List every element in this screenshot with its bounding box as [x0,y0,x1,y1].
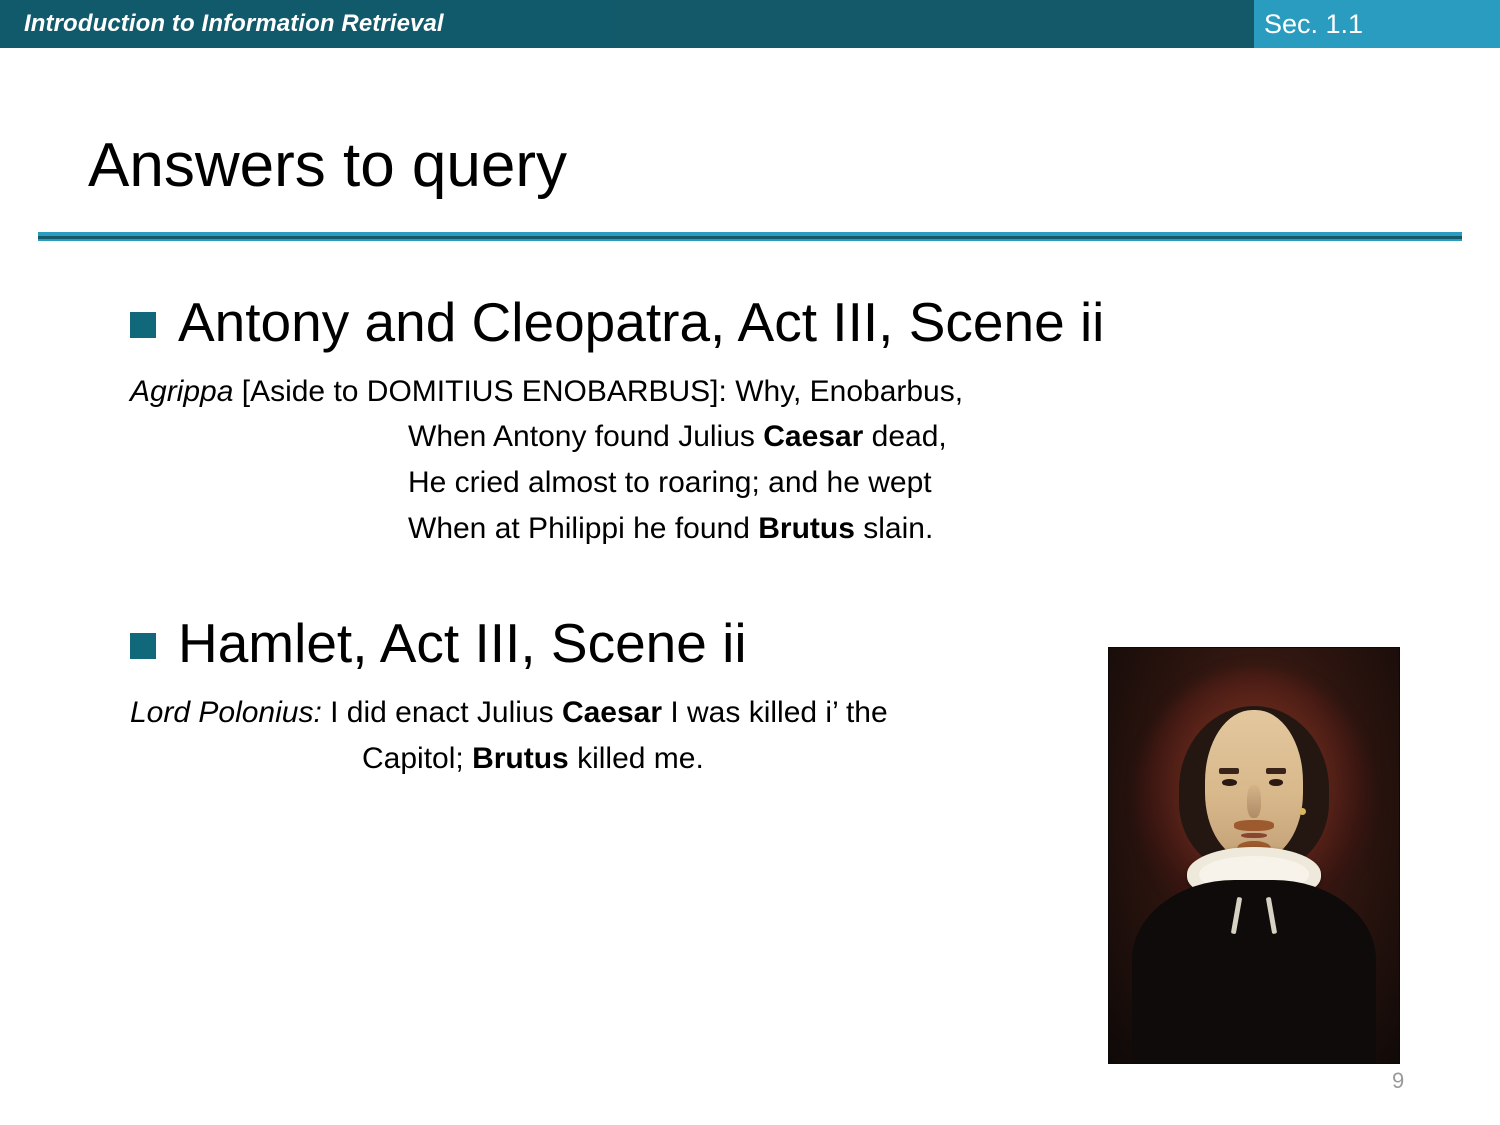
quote-line [130,506,1500,552]
quote-segment: dead, [863,420,947,454]
title-rule-underline [38,236,1462,239]
quote-segment: When at Philippi he found [408,511,759,545]
quote-segment: I did enact Julius [321,696,562,730]
quote-segment: I was killed i’ the [662,696,888,730]
course-title: Introduction to Information Retrieval [24,10,444,37]
header-left-block [0,0,614,48]
slide-header-bar [0,0,1500,48]
quote-segment: slain. [854,511,934,545]
quote-segment: When Antony found Julius [408,420,764,454]
quote-line [130,414,1500,460]
quote-segment: [Aside to DOMITIUS ENOBARBUS]: Why, Enobarbus, [233,374,964,408]
quote-line [130,369,1500,415]
quote-segment: killed me. [568,741,704,775]
page-number: 9 [1392,1068,1405,1093]
section-label: Sec. 1.1 [1264,8,1364,39]
bullet-square-icon [130,633,160,659]
header-right-block [1254,0,1500,48]
quote-segment: Capitol; [362,741,473,775]
bullet-heading: Hamlet, Act III, Scene ii [178,612,747,675]
quote-segment: He cried almost to roaring; and he wept [408,466,932,500]
shakespeare-portrait-image [1108,647,1400,1064]
quote-block [130,369,1500,551]
quote-segment: Agrippa [130,374,234,408]
quote-segment-highlight: Caesar [763,420,864,454]
header-mid-block [614,0,1254,48]
quote-segment: Lord Polonius: [130,696,322,730]
bullet-square-icon [130,312,160,338]
quote-segment-highlight: Caesar [561,696,663,730]
bullet-item [130,290,1500,355]
bullet-heading: Antony and Cleopatra, Act III, Scene ii [178,291,1105,353]
page-title: Answers to query [88,131,567,200]
quote-line [130,460,1500,506]
section-spacer [0,551,1500,611]
quote-segment-highlight: Brutus [472,741,569,775]
quote-segment-highlight: Brutus [758,511,855,545]
